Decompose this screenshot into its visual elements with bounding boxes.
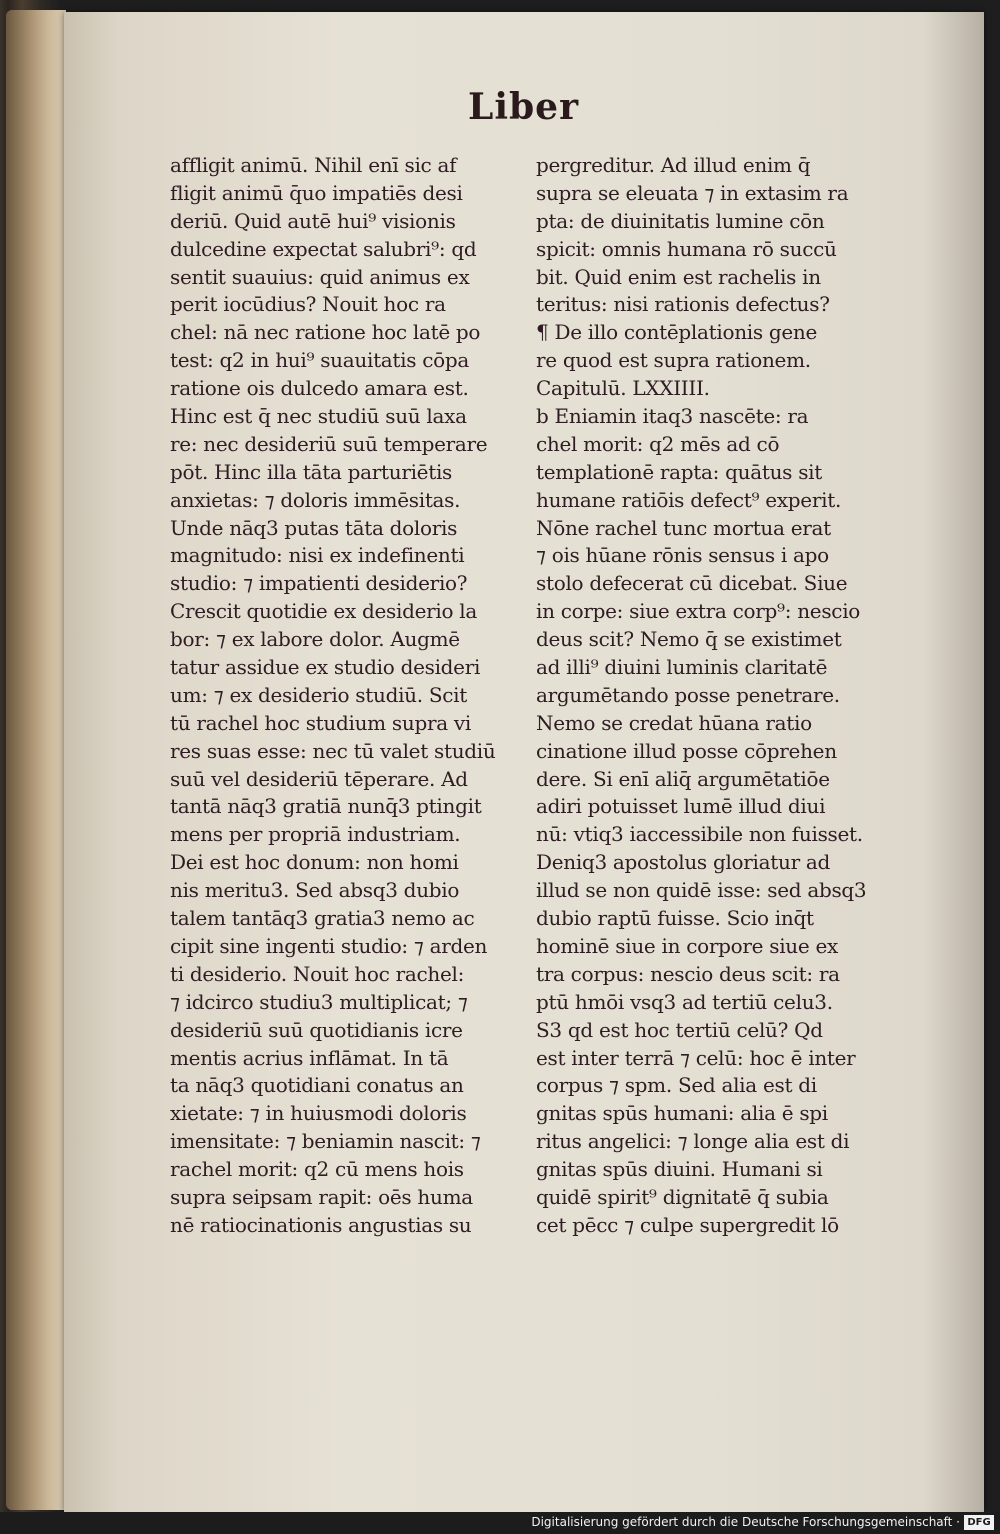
text-line: re quod est supra rationem. (536, 348, 811, 373)
text-line: spicit: omnis humana rō succū (536, 236, 837, 261)
text-line: bor: ⁊ ex labore dolor. Augmē (170, 627, 460, 652)
text-line: in corpe: siue extra corp⁹: nescio (536, 599, 861, 624)
text-line: tra corpus: nescio deus scit: ra (536, 961, 840, 986)
text-line: affligit animū. Nihil enī sic af (170, 153, 457, 177)
text-line: templationē rapta: quātus sit (536, 459, 822, 484)
text-line: nis meritu3. Sed absq3 dubio (170, 878, 460, 903)
text-line: ¶ De illo contēplationis gene (536, 320, 818, 345)
text-line: chel: nā nec ratione hoc latē po (170, 320, 481, 345)
digitization-footer (0, 1512, 1000, 1534)
text-line: rachel morit: q2 cū mens hois (170, 1157, 464, 1182)
text-line: cet pēcc ⁊ culpe supergredit lō (536, 1212, 839, 1237)
text-line: anxietas: ⁊ doloris immēsitas. (170, 487, 461, 512)
text-line: Dei est hoc donum: non homi (170, 850, 459, 875)
text-line: supra seipsam rapit: oēs huma (170, 1184, 473, 1209)
text-line: re: nec desideriū suū temperare (170, 431, 488, 456)
text-line: ⁊ ois hūane rōnis sensus i apo (536, 543, 829, 568)
text-line: ⁊ idcirco studiu3 multiplicat; ⁊ (170, 989, 468, 1014)
text-line: illud se non quidē isse: sed absq3 (536, 878, 867, 903)
text-line: stolo defecerat cū dicebat. Siue (536, 571, 848, 596)
text-line: cipit sine ingenti studio: ⁊ arden (170, 933, 488, 958)
text-line: gnitas spūs diuini. Humani si (536, 1157, 823, 1182)
text-line: gnitas spūs humani: alia ē spi (536, 1101, 828, 1126)
text-line: Unde nāq3 putas tāta doloris (170, 515, 458, 540)
text-line: Nōne rachel tunc mortua erat (536, 515, 831, 540)
text-line: b Eniamin itaq3 nascēte: ra (536, 404, 809, 429)
text-line: tū rachel hoc studium supra vi (170, 710, 471, 735)
text-line: dere. Si enī aliq̄ argumētatiōe (536, 766, 830, 791)
text-line: cinatione illud posse cōprehen (536, 738, 837, 763)
text-line: ptū hmōi vsq3 ad tertiū celu3. (536, 989, 833, 1014)
text-line: mens per propriā industriam. (170, 822, 461, 847)
text-line: studio: ⁊ impatienti desiderio? (170, 571, 468, 596)
text-line: pōt. Hinc illa tāta parturiētis (170, 459, 453, 484)
text-line: humane ratiōis defect⁹ experit. (536, 487, 841, 512)
text-line: fligit animū q̄uo impatiēs desi (170, 180, 463, 205)
text-line: dubio raptū fuisse. Scio inq̄t (536, 906, 814, 931)
text-line: magnitudo: nisi ex indefinenti (170, 543, 465, 568)
text-line: corpus ⁊ spm. Sed alia est di (536, 1073, 817, 1098)
text-line: tantā nāq3 gratiā nunq̄3 ptingit (170, 794, 482, 819)
text-line: nē ratiocinationis angustias su (170, 1212, 472, 1237)
text-line: pta: de diuinitatis lumine cōn (536, 208, 825, 233)
left-text-column (170, 152, 580, 1240)
text-line: adiri potuisset lumē illud diui (536, 794, 826, 819)
text-line: ratione ois dulcedo amara est. (170, 376, 469, 401)
text-line: Deniq3 apostolus gloriatur ad (536, 850, 831, 875)
text-line: perit iocūdius? Nouit hoc ra (170, 292, 446, 317)
text-line: supra se eleuata ⁊ in extasim ra (536, 180, 849, 205)
text-line: ad illi⁹ diuini luminis claritatē (536, 655, 828, 680)
text-line: suū vel desideriū tēperare. Ad (170, 766, 468, 791)
text-line: ti desiderio. Nouit hoc rachel: (170, 961, 465, 986)
text-line: xietate: ⁊ in huiusmodi doloris (170, 1101, 467, 1126)
text-line: ta nāq3 quotidiani conatus an (170, 1073, 464, 1098)
text-line: Nemo se credat hūana ratio (536, 710, 812, 735)
text-line: quidē spirit⁹ dignitatē q̄ subia (536, 1184, 829, 1209)
text-line: ritus angelici: ⁊ longe alia est di (536, 1129, 850, 1154)
text-line: hominē siue in corpore siue ex (536, 933, 838, 958)
text-line: um: ⁊ ex desiderio studiū. Scit (170, 682, 468, 707)
text-line: deriū. Quid autē hui⁹ visionis (170, 208, 456, 233)
text-line: desideriū suū quotidianis icre (170, 1017, 463, 1042)
text-line: mentis acrius inflāmat. In tā (170, 1045, 449, 1070)
footer-credit: Digitalisierung gefördert durch die Deutsche Forschungsgemeinschaft · (531, 1515, 960, 1529)
text-line: argumētando posse penetrare. (536, 682, 840, 707)
text-line: bit. Quid enim est rachelis in (536, 264, 821, 289)
text-line: tatur assidue ex studio desideri (170, 655, 481, 680)
text-line: imensitate: ⁊ beniamin nascit: ⁊ (170, 1129, 481, 1154)
text-line: dulcedine expectat salubri⁹: qd (170, 236, 477, 261)
text-line: chel morit: q2 mēs ad cō (536, 431, 780, 456)
text-line: nū: vtiq3 iaccessibile non fuisset. (536, 822, 863, 847)
text-line: sentit suauius: quid animus ex (170, 264, 470, 289)
text-line: res suas esse: nec tū valet studiū (170, 738, 496, 763)
text-line: test: q2 in hui⁹ suauitatis cōpa (170, 348, 470, 373)
dfg-logo: DFG (964, 1515, 994, 1530)
text-line: Capitulū. LXXIIII. (536, 376, 710, 401)
right-text-column (536, 152, 956, 1240)
text-line: Crescit quotidie ex desiderio la (170, 599, 477, 624)
text-line: S3 qd est hoc tertiū celū? Qd (536, 1017, 823, 1042)
page-edge (6, 10, 66, 1510)
text-line: teritus: nisi rationis defectus? (536, 292, 830, 317)
text-line: talem tantāq3 gratia3 nemo ac (170, 906, 475, 931)
text-line: deus scit? Nemo q̄ se existimet (536, 627, 842, 652)
text-line: est inter terrā ⁊ celū: hoc ē inter (536, 1045, 856, 1070)
text-line: pergreditur. Ad illud enim q̄ (536, 153, 811, 177)
text-line: Hinc est q̄ nec studiū suū laxa (170, 404, 467, 429)
running-header: Liber (468, 86, 580, 128)
